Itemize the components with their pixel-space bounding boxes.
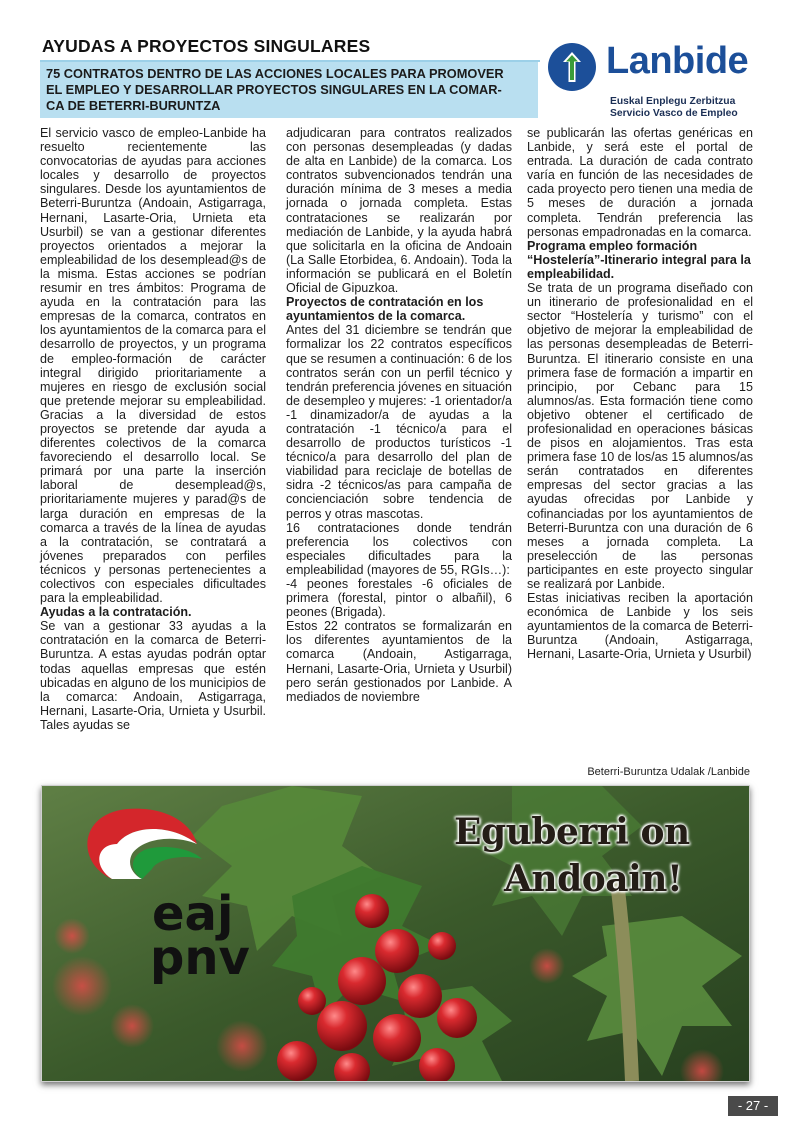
logo-tagline-basque: Euskal Enplegu Zerbitzua [610,96,736,107]
paragraph: Se trata de un programa diseñado con un itinerario de profesionalidad en el sector “Hostelería y turismo” con el objetivo de mejorar la empleabilidad de las personas desempleadas de Beterri- Buruntza. El itinerario consiste en una primera fase de formación a impartir en principio, por Cebanc para 15 alumnos/as. Esta formación tiene como objetivo obtener el certificado de profesionalidad en operaciones básicas de pisos en alojamientos. Tras esta primera fase 10 de los/as 15 alumnos/as serán contratados en diferentes empresas del sector gracias a las ayudas ofrecidas por Lanbide y cofinanciadas por los ayuntamientos de Beterri-Buruntza con una duración de 6 meses a jornada completa. La preselección de las personas participantes en este proyecto singular se realizará por Lanbide. [527,281,753,591]
paragraph: Se van a gestionar 33 ayudas a la contratación en la comarca de Beterri-Buruntza. A estas ayudas podrán optar todas aquellas empresas que estén ubicadas en alguno de los municipios de la comarca: Andoain, Astigarraga, Hernani, Lasarte-Oria, Urnieta y Usurbil. Tales ayudas se [40,619,266,732]
logo-brand: Lanbide [606,40,749,82]
paragraph: Estos 22 contratos se formalizarán en los diferentes ayuntamientos de la comarca (Andoain, Astigarraga, Hernani, Lasarte-Oria, Urnieta y Usurbil) pero serán gestionados por Lanbide. A mediados de noviembre [286,619,512,704]
party-name-line1: eaj [152,886,234,942]
article-credit: Beterri-Buruntza Udalak /Lanbide [587,766,750,778]
section-heading: Ayudas a la contratación. [40,605,192,620]
article-title: AYUDAS A PROYECTOS SINGULARES [42,36,371,56]
section-heading: Proyectos de contratación en los ayuntamientos de la comarca. [286,295,484,324]
subtitle-line: EL EMPLEO Y DESARROLLAR PROYECTOS SINGULARES EN LA COMAR- [46,82,502,98]
paragraph: 16 contrataciones donde tendrán preferencia los colectivos con especiales dificultades para la empleabilidad (mayores de 55, RGIs…): [286,520,512,577]
subtitle-line: 75 CONTRATOS DENTRO DE LAS ACCIONES LOCALES PARA PROMOVER [46,66,504,81]
lanbide-logo [540,38,748,124]
party-name-line2: pnv [150,930,250,986]
ad-slogan-line1: Eguberri on [454,811,690,853]
ad-slogan-line2: Andoain! [504,858,683,900]
section-heading: Programa empleo formación “Hostelería”-Itinerario integral para la empleabilidad. [527,238,751,281]
paragraph: Antes del 31 diciembre se tendrán que formalizar los 22 contratos específicos que se resumen a continuación: 6 de los contratos serán con un perfil técnico y tendrán preferencia jóvenes en situación de desempleo y mujeres: -1 orientador/a -1 dinamizador/a de ayudas a la contratación -1 técnico/a para el desarrollo de productos turísticos -1 técnico/a para desarrollo del plan de viabilidad para reciclaje de botellas de sidra -2 técnicos/as para campaña de concienciación sobre tendencia de perros y otras mascotas. [286,323,512,521]
paragraph: El servicio vasco de empleo-Lanbide ha resuelto recientemente las convocatorias de ayudas para acciones locales y desarrollo de proyectos singulares. Desde los ayuntamientos de Beterri-Buruntza (Andoain, Astigarraga, Hernani, Lasarte-Oria, Urnieta eta Usurbil) se van a gestionar diferentes proyectos orientados a mejorar la empleabilidad de los desemplead@s de la misma. Estas acciones se podrían resumir en tres ámbitos: Programa de ayuda en la contratación para las empresas de la comarca, contratos en los ayuntamientos de la comarca para el desarrollo de proyectos, y un programa de empleo-formación de carácter integral dirigido prioritariamente a mujeres en riesgo de exclusión social que pretende mejorar su empleabilidad. Gracias a la diversidad de estos proyectos se pretende dar ayuda a diferentes colectivos de la comarca favoreciendo el desarrollo local. Se primará por una parte la inserción laboral de desemplead@s, prioritariamente mujeres y parad@s de larga duración en empresas de la comarca a través de la línea de ayudas a la contratación, se contratará a jóvenes preparados con perfiles técnicos y personas pertenecientes a colectivos con especiales dificultades para la empleabilidad. [40,126,266,606]
article-column-3 [527,126,753,662]
article-column-2 [286,126,512,704]
paragraph: -4 peones forestales -6 oficiales de primera (forestal, pintor o albañil), 6 peones (Brigada). [286,577,512,620]
paragraph: Estas iniciativas reciben la aportación económica de Lanbide y los seis ayuntamientos de la comarca de Beterri-Buruntza (Andoain, Astigarraga, Hernani, Lasarte-Oria, Urnieta y Usurbil) [527,591,753,662]
paragraph: se publicarán las ofertas genéricas en Lanbide, y será este el portal de entrada. La duración de cada contrato varía en función de las necesidades de cada proyecto pero tienen una media de 5 meses de duración a jornada completa. Tendrán preferencia las personas empadronadas en la comarca. [527,126,753,239]
logo-tagline-spanish: Servicio Vasco de Empleo [610,108,738,119]
subtitle-line: CA DE BETERRI-BURUNTZA [46,98,221,114]
page-number: - 27 - [728,1096,778,1116]
lanbide-mark-icon [546,41,598,93]
article-column-1 [40,126,266,732]
christmas-advertisement [41,785,750,1082]
paragraph: adjudicaran para contratos realizados con personas desempleadas (y dadas de alta en Lanbide) de la comarca. Los contratos subvencionados tendrán una duración mínima de 3 meses a media jornada o jornada completa. Estas contrataciones se realizarán por mediación de Lanbide, y la ayuda habrá que solicitarla en la oficina de Andoain (La Salle Etorbidea, 6. Andoain). Toda la información se publicará en el Boletín Oficial de Gipuzkoa. [286,126,512,296]
eaj-pnv-logo-icon [72,804,222,884]
article-subtitle [46,66,534,115]
